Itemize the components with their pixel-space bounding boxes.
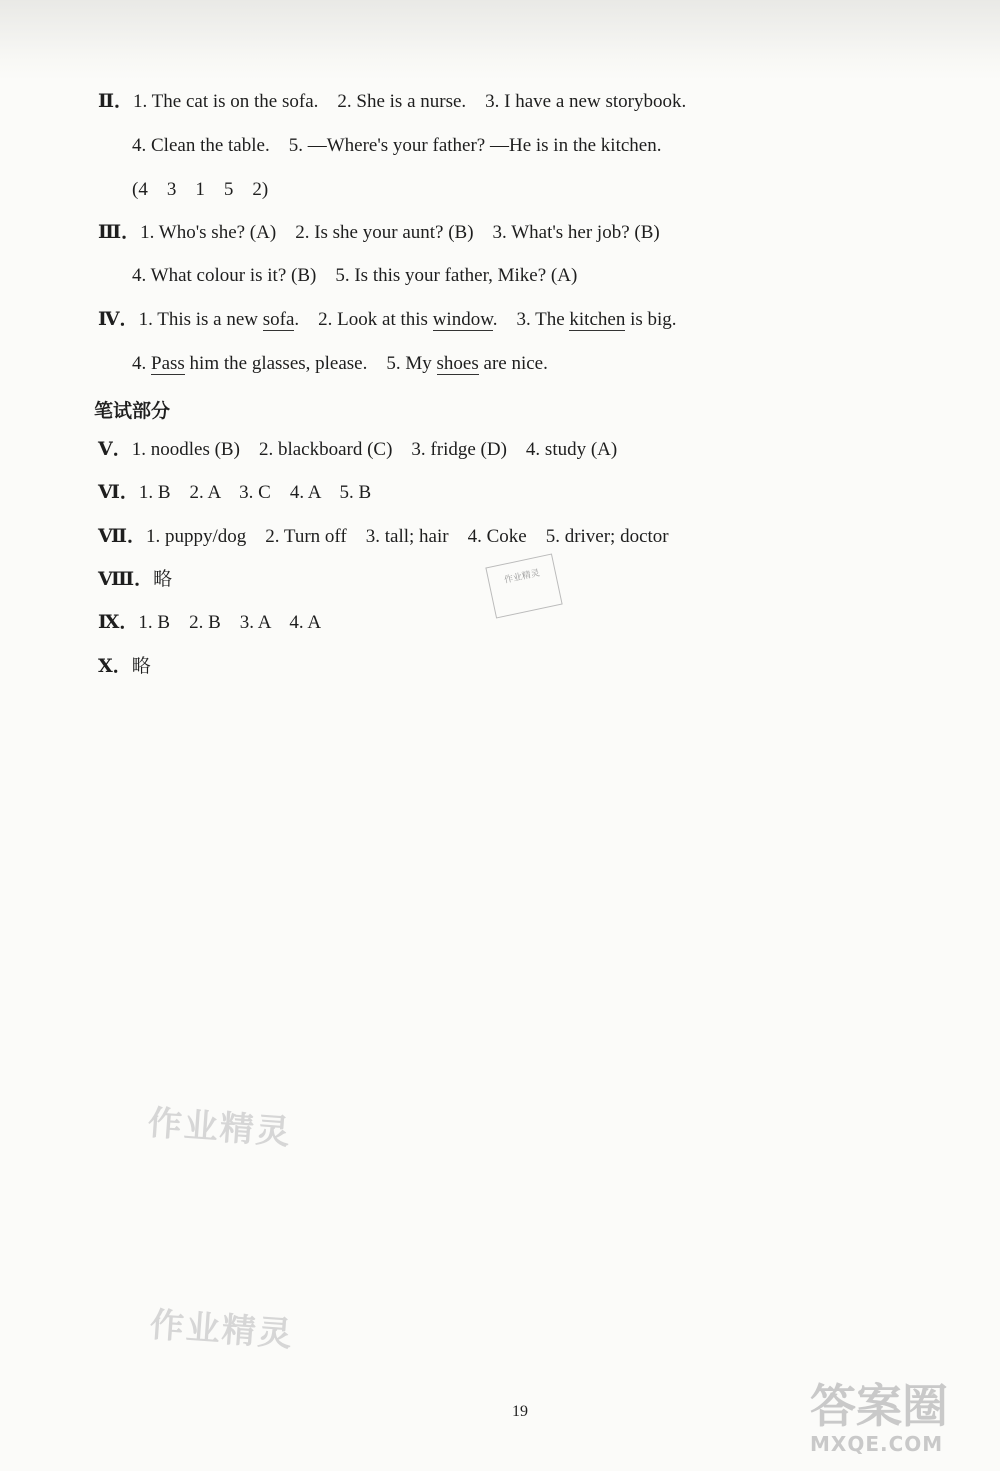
watermark-low: 作业精灵 <box>148 1305 295 1355</box>
underlined-word: Pass <box>151 353 185 374</box>
section-III-row1: Ⅲ．1. Who's she? (A) 2. Is she your aunt? (B) 3. What's her job? (B) <box>98 222 660 243</box>
section-IX-row: Ⅸ．1. B 2. B 3. A 4. A <box>98 612 322 633</box>
section-VIII-row: Ⅷ．略 <box>98 569 173 590</box>
underlined-word: sofa <box>262 309 295 330</box>
section-X-row: Ⅹ．略 <box>98 656 151 677</box>
section-IV-row1: Ⅳ．1. This is a new sofa. 2. Look at this window. 3. The kitchen is big. <box>98 309 677 330</box>
section-IV-row2: 4. Pass him the glasses, please. 5. My shoes are nice. <box>132 353 548 374</box>
section-label: Ⅹ． <box>98 656 132 677</box>
section-label: Ⅸ． <box>98 612 139 633</box>
underlined-word: shoes <box>436 353 479 374</box>
section-label: Ⅷ． <box>98 569 154 590</box>
section-V-row: Ⅴ．1. noodles (B) 2. blackboard (C) 3. fridge (D) 4. study (A) <box>98 439 618 460</box>
page-number: 19 <box>512 1403 528 1420</box>
section-label: Ⅳ． <box>98 309 139 330</box>
site-logo: 答案圈 MXQE.COM <box>810 1379 948 1456</box>
stamp-watermark: 作业精灵 <box>485 553 562 618</box>
section-label: Ⅱ． <box>98 91 134 112</box>
section-label: Ⅲ． <box>98 222 141 243</box>
underlined-word: kitchen <box>569 309 626 330</box>
section-label: Ⅶ． <box>98 526 146 547</box>
section-VII-row: Ⅶ．1. puppy/dog 2. Turn off 3. tall; hair 4. Coke 5. driver; doctor <box>98 526 669 547</box>
section-VI-row: Ⅵ．1. B 2. A 3. C 4. A 5. B <box>98 482 372 503</box>
section-label: Ⅴ． <box>98 439 132 460</box>
section-II-row2: 4. Clean the table. 5. —Where's your father? —He is in the kitchen. <box>132 135 662 156</box>
underlined-word: window <box>432 309 493 330</box>
scan-shading <box>0 0 1000 80</box>
watermark-mid: 作业精灵 <box>146 1103 293 1153</box>
section-II-row1: Ⅱ．1. The cat is on the sofa. 2. She is a nurse. 3. I have a new storybook. <box>98 91 687 112</box>
section-II-row3: (4 3 1 5 2) <box>132 179 269 200</box>
section-III-row2: 4. What colour is it? (B) 5. Is this your father, Mike? (A) <box>132 265 578 286</box>
written-section-heading: 笔试部分 <box>94 400 171 422</box>
section-label: Ⅵ． <box>98 482 139 503</box>
